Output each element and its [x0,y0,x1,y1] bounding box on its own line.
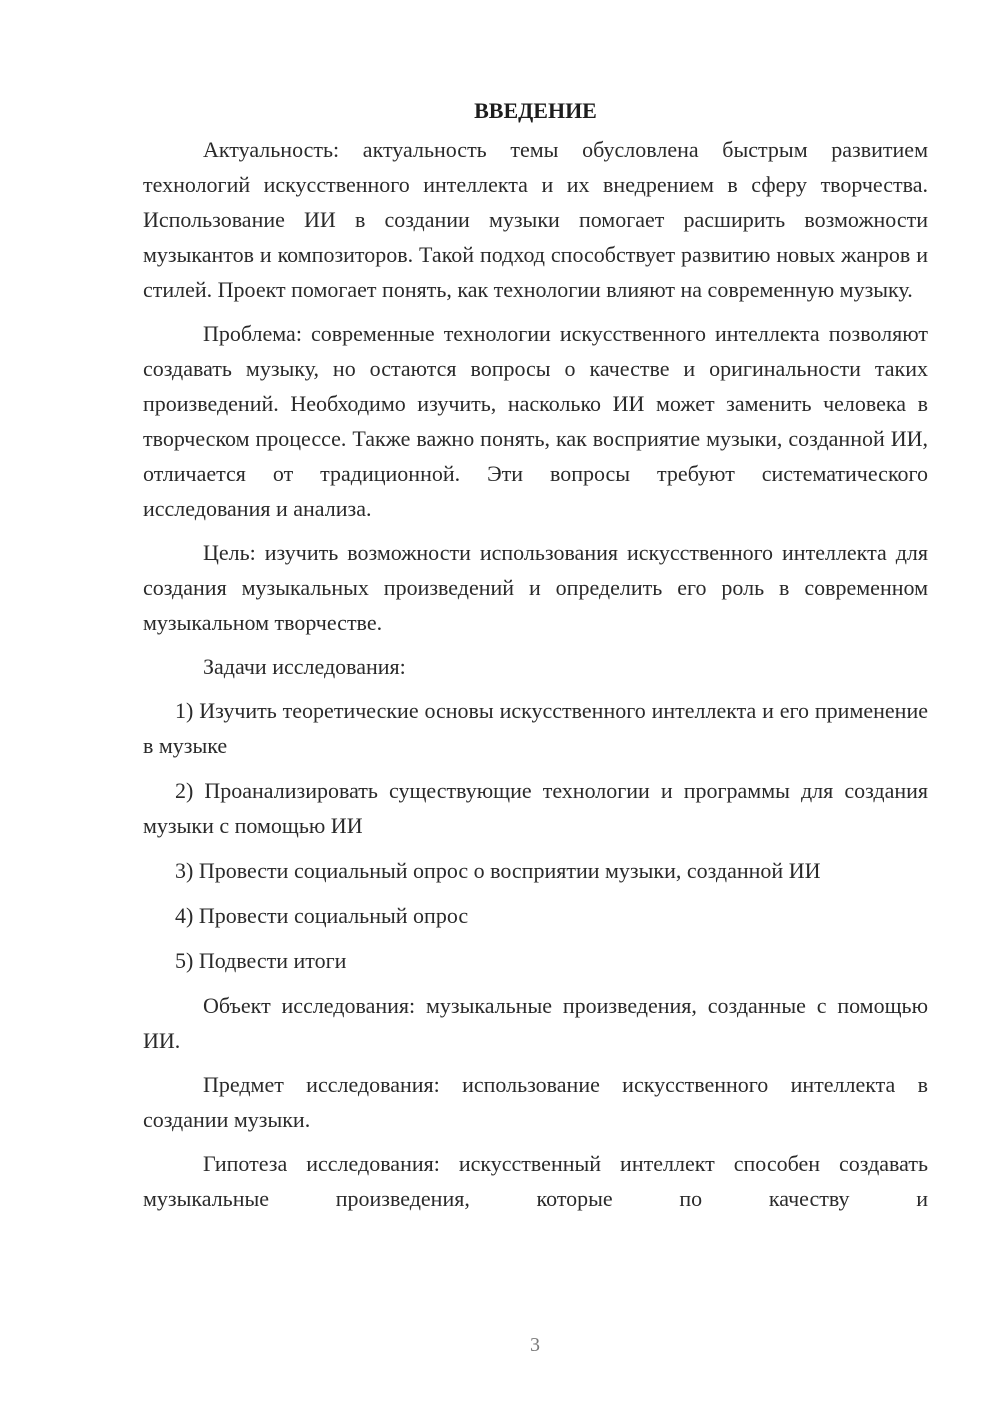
document-page [143,96,928,1225]
task-item: 1) Изучить теоретические основы искусственного интеллекта и его применение в музыке [143,698,928,758]
task-item: 3) Провести социальный опрос о восприятии музыки, созданной ИИ [175,858,821,883]
task-item: 4) Провести социальный опрос [175,903,469,928]
task-item: 2) Проанализировать существующие технологии и программы для создания музыки с помощью ИИ [143,778,928,838]
page-number: 3 [530,1334,540,1356]
page-title: ВВЕДЕНИЕ [474,98,597,123]
subject-paragraph: Предмет исследования: использование искусственного интеллекта в создании музыки. [143,1072,928,1132]
tasks-heading: Задачи исследования: [203,654,406,679]
goal-paragraph: Цель: изучить возможности использования искусственного интеллекта для создания музыкальных произведений и определить его роль в современном музыкальном творчестве. [143,540,928,635]
hypothesis-paragraph: Гипотеза исследования: искусственный интеллект способен создавать музыкальные произведения, которые по качеству и [143,1151,928,1211]
task-item: 5) Подвести итоги [175,948,347,973]
problem-paragraph: Проблема: современные технологии искусственного интеллекта позволяют создавать музыку, но остаются вопросы о качестве и оригинальности таких произведений. Необходимо изучить, насколько ИИ может заменить человека в творческом процессе. Также важно понять, как восприятие музыки, созданной ИИ, отличается от традиционной. Эти вопросы требуют систематического исследования и анализа. [143,321,928,521]
object-paragraph: Объект исследования: музыкальные произведения, созданные с помощью ИИ. [143,993,928,1053]
relevance-paragraph: Актуальность: актуальность темы обусловлена быстрым развитием технологий искусственного интеллекта и их внедрением в сферу творчества. Использование ИИ в создании музыки помогает расширить возможности музыкантов и композиторов. Такой подход способствует развитию новых жанров и стилей. Проект помогает понять, как технологии влияют на современную музыку. [143,137,928,302]
